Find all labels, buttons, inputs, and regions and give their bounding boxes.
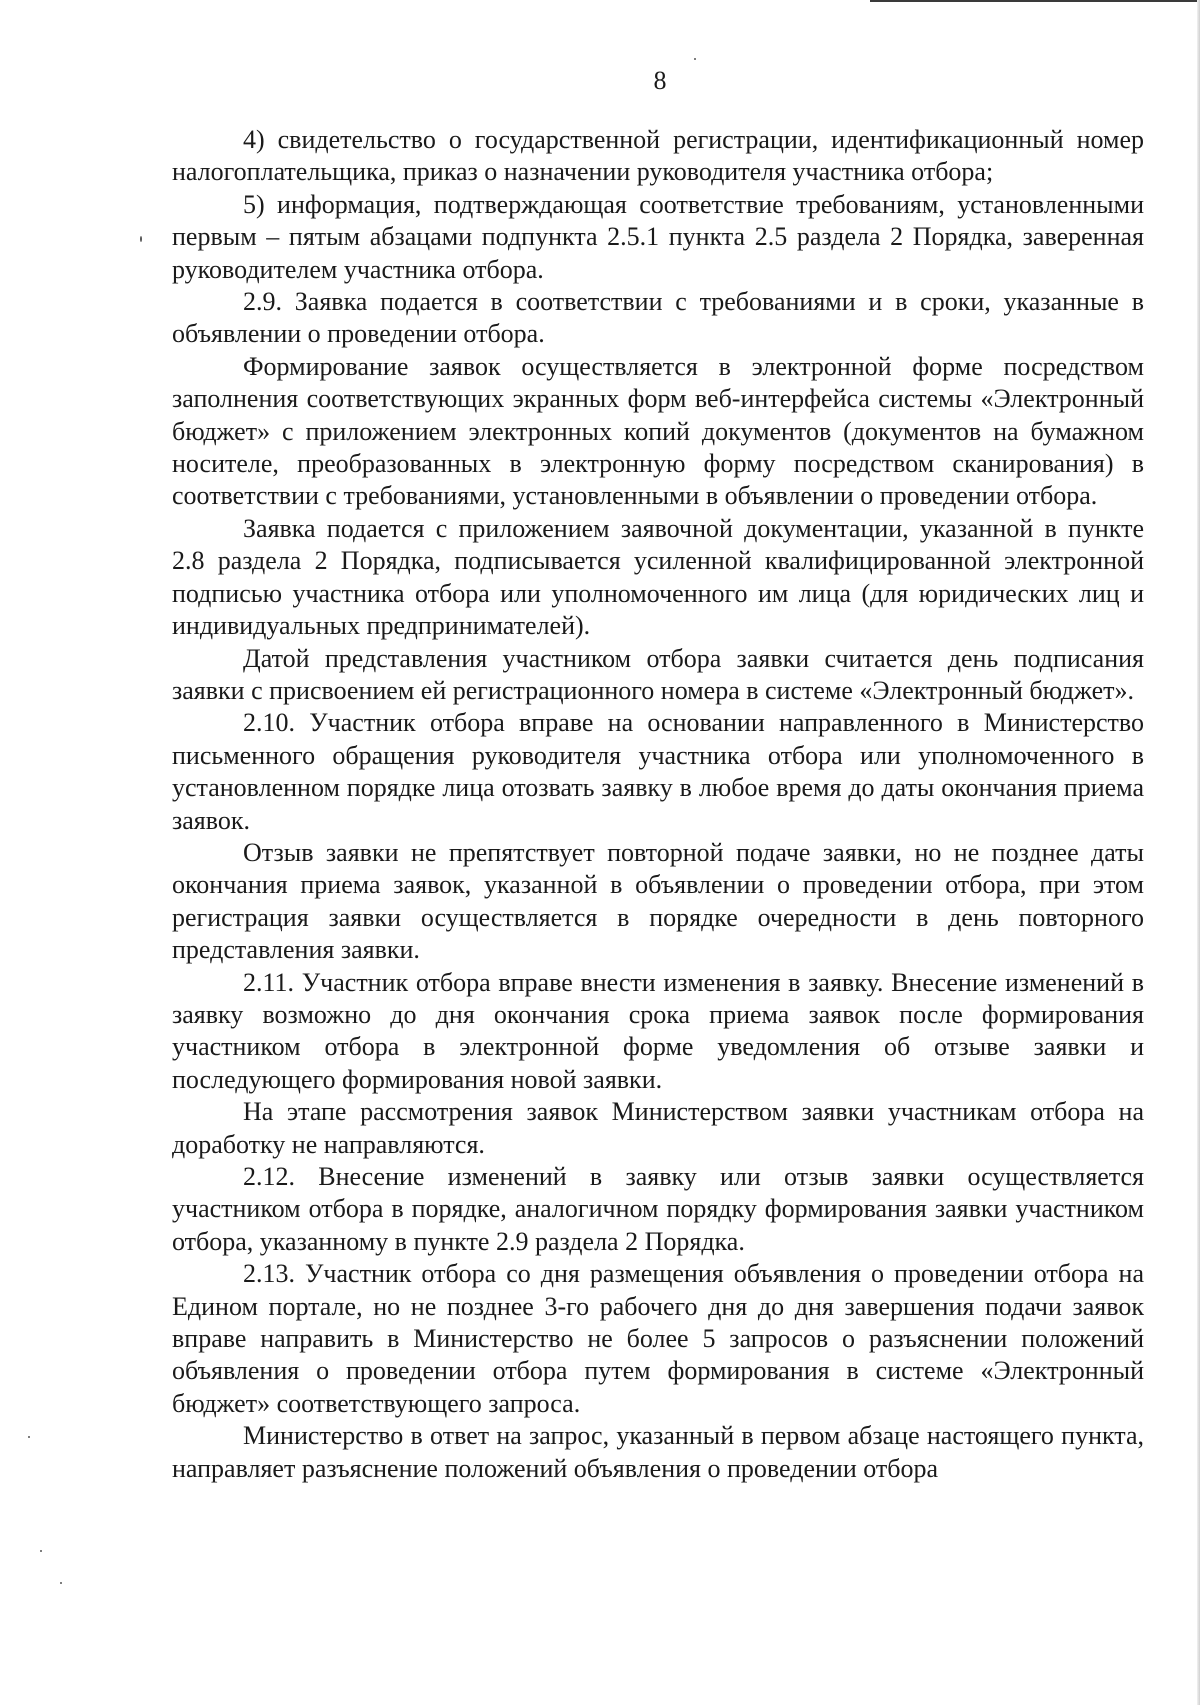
page-number: 8 [653, 66, 667, 95]
paragraph-2-11: 2.11. Участник отбора вправе внести изменения в заявку. Внесение изменений в заявку возможно до дня окончания срока приема заявок после формирования участником отбора в электронной форме уведомления об отзыве заявки и последующего формирования новой заявки. [172, 967, 1144, 1094]
scan-edge-line [870, 0, 1200, 2]
paragraph-item-4: 4) свидетельство о государственной регистрации, идентификационный номер налогоплательщика, приказ о назначении руководителя участника отбора; [172, 125, 1144, 187]
scan-speck [60, 1582, 62, 1584]
paragraph-2-10: 2.10. Участник отбора вправе на основании направленного в Министерство письменного обращения руководителя участника отбора или уполномоченного в установленном порядке лица отозвать заявку в любое время до даты окончания приема заявок. [172, 708, 1144, 835]
scan-speck [140, 236, 142, 242]
paragraph-item-5: 5) информация, подтверждающая соответствие требованиям, установленными первым – пятым абзацами подпункта 2.5.1 пункта 2.5 раздела 2 Порядка, заверенная руководителем участника отбора. [172, 189, 1144, 284]
paragraph-2-13-response: Министерство в ответ на запрос, указанный в первом абзаце настоящего пункта, направляет разъяснение положений объявления о проведении отбора [172, 1421, 1144, 1483]
scan-speck [694, 58, 696, 60]
scan-speck [28, 1436, 30, 1438]
paragraph-2-11-review: На этапе рассмотрения заявок Министерством заявки участникам отбора на доработку не направляются. [172, 1097, 1144, 1159]
document-body [172, 124, 1144, 1485]
paragraph-2-9-signing: Заявка подается с приложением заявочной документации, указанной в пункте 2.8 раздела 2 Порядка, подписывается усиленной квалифицированной электронной подписью участника отбора или уполномоченного им лица (для юридических лиц и индивидуальных предпринимателей). [172, 513, 1144, 641]
paragraph-2-13: 2.13. Участник отбора со дня размещения объявления о проведении отбора на Едином портале, но не позднее 3-го рабочего дня до дня завершения подачи заявок вправе направить в Министерство не более 5 запросов о разъяснении положений объявления о проведении отбора путем формирования в системе «Электронный бюджет» соответствующего запроса. [172, 1259, 1144, 1418]
scan-speck [40, 1550, 42, 1552]
paragraph-2-9: 2.9. Заявка подается в соответствии с требованиями и в сроки, указанные в объявлении о проведении отбора. [172, 287, 1144, 349]
paragraph-2-12: 2.12. Внесение изменений в заявку или отзыв заявки осуществляется участником отбора в порядке, аналогичном порядку формирования заявки участником отбора, указанному в пункте 2.9 раздела 2 Порядка. [172, 1162, 1144, 1256]
paragraph-2-9-forming: Формирование заявок осуществляется в электронной форме посредством заполнения соответствующих экранных форм веб-интерфейса системы «Электронный бюджет» с приложением электронных копий документов (документов на бумажном носителе, преобразованных в электронную форму посредством сканирования) в соответствии с требованиями, установленными в объявлении о проведении отбора. [172, 351, 1144, 511]
paragraph-2-10-withdrawal: Отзыв заявки не препятствует повторной подаче заявки, но не позднее даты окончания приема заявок, указанной в объявлении о проведении отбора, при этом регистрация заявки осуществляется в порядке очередности в день повторного представления заявки. [172, 837, 1144, 965]
paragraph-2-9-date: Датой представления участником отбора заявки считается день подписания заявки с присвоением ей регистрационного номера в системе «Электронный бюджет». [172, 643, 1144, 705]
